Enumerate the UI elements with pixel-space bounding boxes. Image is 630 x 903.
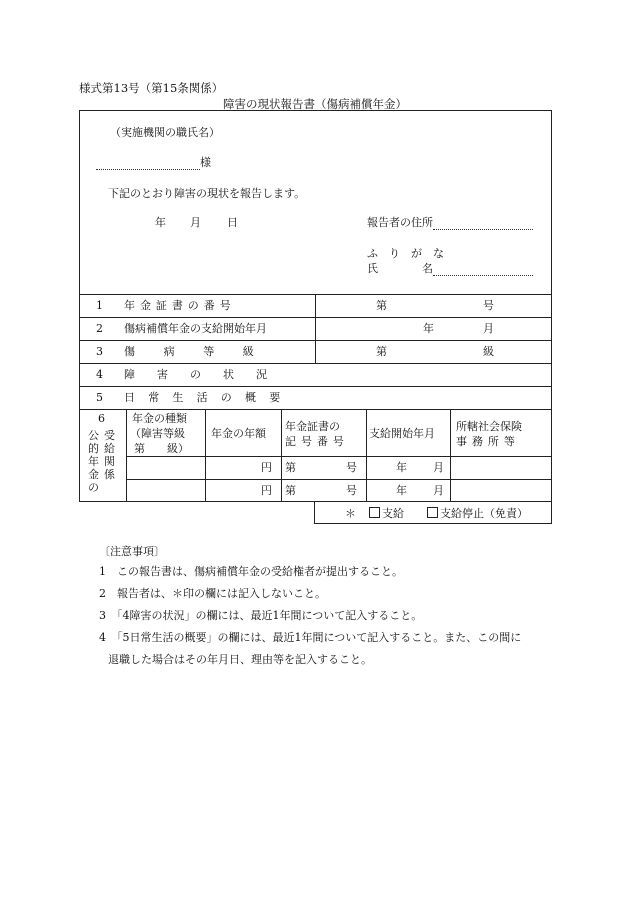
col-type-header: 年金の種類 （障害等級 第 級）	[130, 412, 189, 455]
form-id: 様式第13号（第15条関係）	[79, 81, 224, 95]
row-2-year: 年	[423, 322, 434, 335]
rule	[366, 409, 367, 501]
row-3-num: 3	[96, 345, 103, 358]
note-4-continued: 退職した場合はその年月日、理由等を記入すること。	[108, 653, 372, 666]
row-3-prefix: 第	[376, 345, 387, 358]
form-title: 障害の現状報告書（傷病補償年金）	[223, 97, 407, 111]
addressee-line[interactable]	[96, 155, 211, 170]
reporter-name-field[interactable]	[433, 263, 533, 276]
pension-row-2-year: 年	[396, 484, 407, 497]
rule	[281, 409, 282, 501]
row-2-month: 月	[483, 322, 494, 335]
rule	[126, 479, 551, 480]
notes-title: 〔注意事項〕	[99, 545, 165, 558]
pension-row-1-go: 号	[346, 461, 357, 474]
row-1-prefix: 第	[376, 299, 387, 312]
date-month-label: 月	[190, 216, 201, 229]
pay-checkbox[interactable]	[369, 507, 380, 518]
row-5-label: 日常生活の概要	[124, 391, 294, 404]
col-office-header: 所轄社会保険 事務所等	[456, 420, 522, 448]
note-1: 1 この報告書は、傷病補償年金の受給権者が提出すること。	[99, 565, 403, 578]
rule	[80, 409, 551, 410]
reporter-name-label: 氏 名	[367, 262, 433, 275]
row-2-label: 傷病補償年金の支給開始年月	[124, 322, 267, 335]
date-day-label: 日	[227, 216, 238, 229]
pension-row-1-month: 月	[433, 461, 444, 474]
rule	[126, 456, 551, 457]
row-1-num: 1	[96, 299, 103, 312]
reporter-address-label: 報告者の住所	[367, 216, 433, 229]
rule	[126, 409, 127, 501]
rule	[80, 386, 551, 387]
report-sentence: 下記のとおり障害の現状を報告します。	[108, 187, 306, 200]
row-1-suffix: 号	[483, 299, 494, 312]
col-start-header: 支給開始年月	[369, 427, 435, 440]
office-use-box	[314, 502, 552, 524]
addressee-field[interactable]	[96, 157, 200, 170]
pension-row-1-yen: 円	[261, 461, 272, 474]
col-cert-header: 年金証書の 記号番号	[285, 420, 349, 448]
row-4-label: 障害の状況	[124, 368, 289, 381]
pension-row-2-yen: 円	[261, 484, 272, 497]
furigana-label: ふ り が な	[367, 247, 444, 260]
addressee-suffix: 様	[200, 156, 211, 169]
reporter-address-row[interactable]	[367, 215, 533, 230]
report-form-table	[79, 110, 552, 502]
pension-row-2-dai: 第	[285, 484, 296, 497]
option-pay[interactable]: 支給	[369, 506, 404, 521]
pension-section-num: 6	[98, 412, 105, 425]
asterisk-mark: ＊	[345, 507, 356, 520]
pension-row-2-go: 号	[346, 484, 357, 497]
note-3: 3 「4障害の状況」の欄には、最近1年間について記入すること。	[99, 609, 423, 622]
addressee-label: （実施機関の職氏名）	[110, 126, 220, 139]
row-3-label: 傷病等級	[124, 345, 283, 358]
rule	[205, 409, 206, 501]
row-3-suffix: 級	[483, 345, 494, 358]
date-year-label: 年	[155, 216, 166, 229]
col-amount-header: 年金の年額	[211, 427, 266, 440]
rule	[80, 363, 551, 364]
row-2-num: 2	[96, 322, 103, 335]
pension-side-label-right: 受 給 関 係	[104, 429, 115, 481]
row-1-label: 年金証書の番号	[124, 299, 236, 312]
reporter-address-field[interactable]	[433, 217, 533, 230]
pension-side-label-left: 公 的 年 金 の	[88, 429, 99, 494]
reporter-name-row[interactable]	[367, 261, 533, 276]
option-stop[interactable]: 支給停止（免責）	[427, 506, 528, 521]
pension-row-1-dai: 第	[285, 461, 296, 474]
rule	[450, 409, 451, 501]
rule	[315, 294, 316, 363]
row-4-num: 4	[96, 368, 103, 381]
note-2: 2 報告者は、＊印の欄には記入しないこと。	[99, 587, 326, 600]
note-4: 4 「5日常生活の概要」の欄には、最近1年間について記入すること。また、この間に	[99, 631, 522, 644]
pension-row-1-year: 年	[396, 461, 407, 474]
pension-row-2-month: 月	[433, 484, 444, 497]
stop-checkbox[interactable]	[427, 507, 438, 518]
row-5-num: 5	[96, 391, 103, 404]
